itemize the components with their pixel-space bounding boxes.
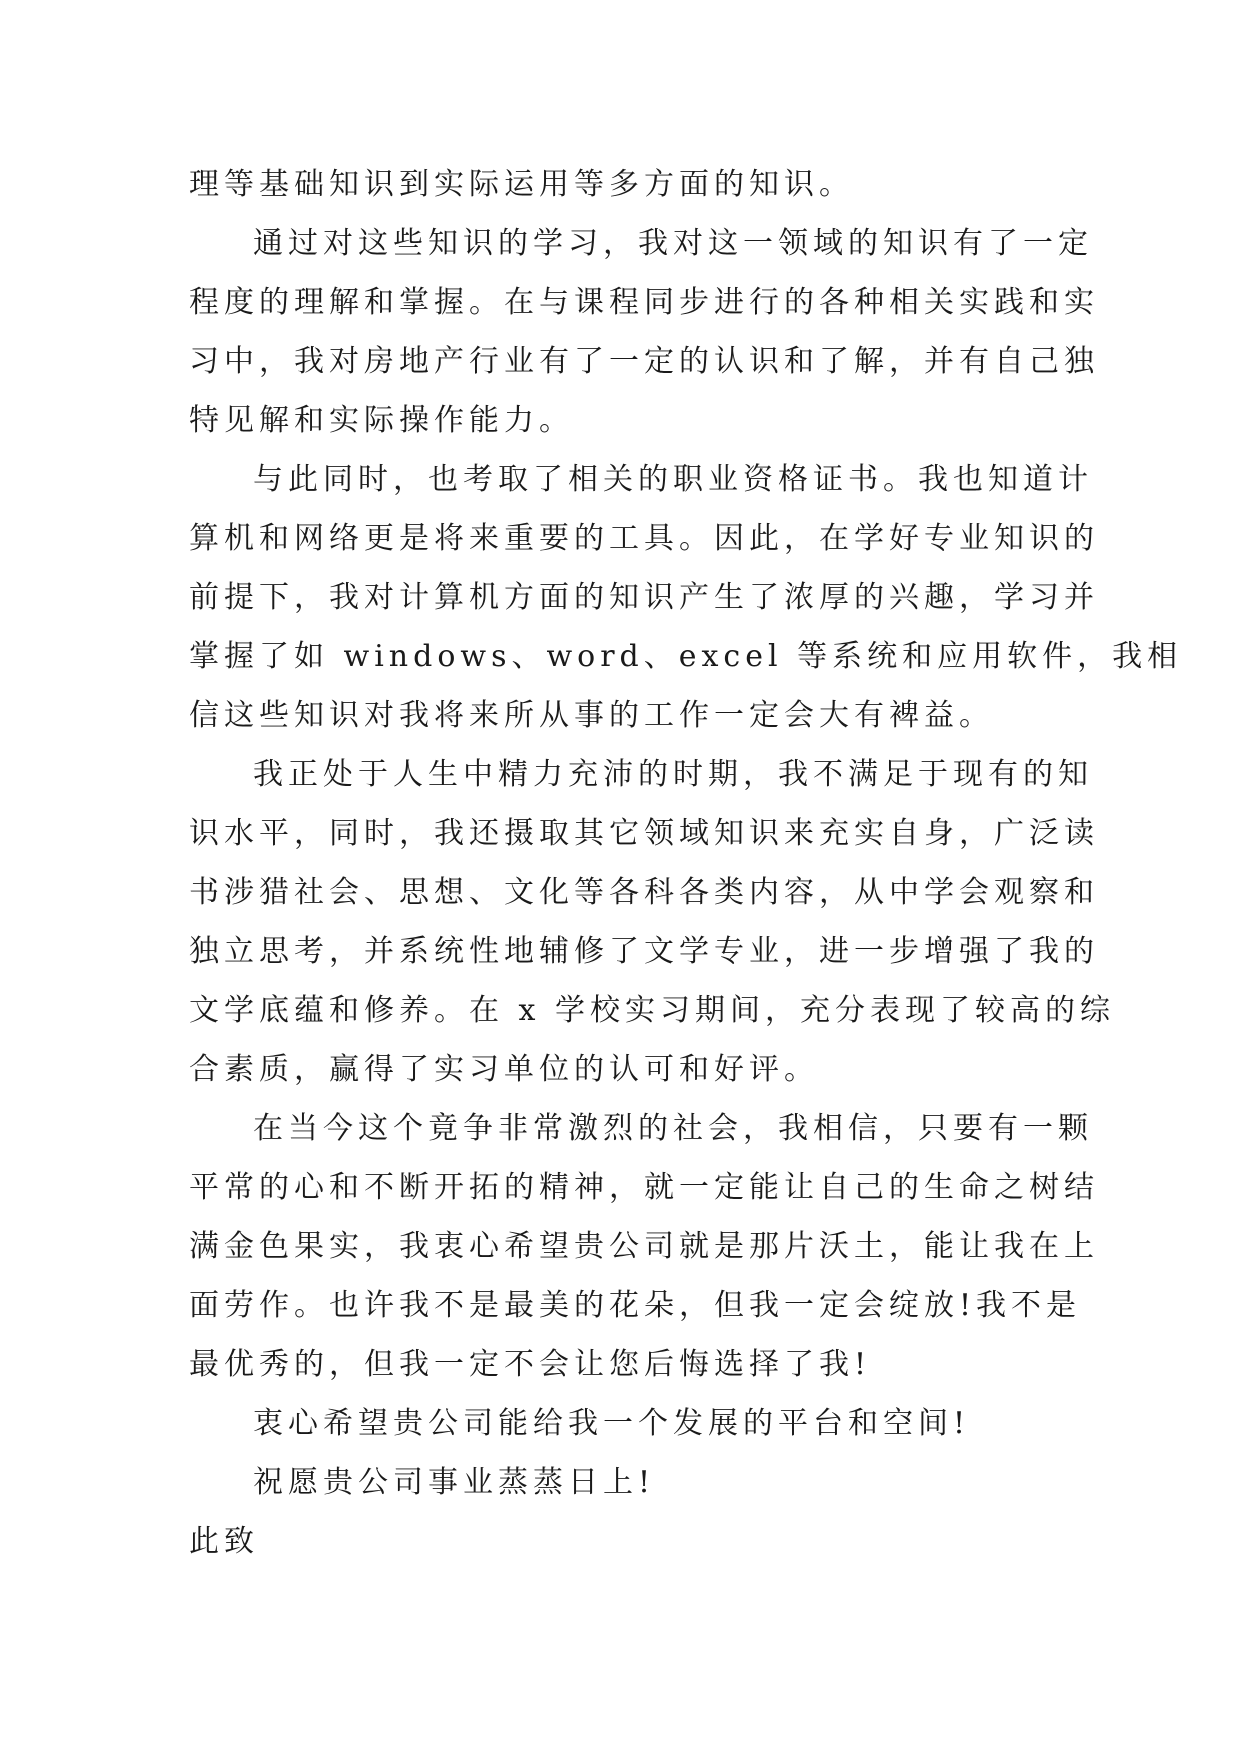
text-line: 掌握了如 windows、word、excel 等系统和应用软件，我相: [189, 639, 1183, 674]
text-line: 通过对这些知识的学习，我对这一领域的知识有了一定: [253, 226, 1093, 261]
text-line: 平常的心和不断开拓的精神，就一定能让自己的生命之树结: [189, 1170, 1099, 1205]
text-line: 信这些知识对我将来所从事的工作一定会大有裨益。: [189, 698, 994, 733]
text-line: 理等基础知识到实际运用等多方面的知识。: [189, 167, 854, 202]
text-line: 满金色果实，我衷心希望贵公司就是那片沃土，能让我在上: [189, 1229, 1099, 1264]
text-line: 与此同时，也考取了相关的职业资格证书。我也知道计: [253, 462, 1093, 497]
text-line: 书涉猎社会、思想、文化等各科各类内容，从中学会观察和: [189, 875, 1099, 910]
text-line: 在当今这个竟争非常激烈的社会，我相信，只要有一颗: [253, 1111, 1093, 1146]
text-line: 我正处于人生中精力充沛的时期，我不满足于现有的知: [253, 757, 1093, 792]
text-line: 习中，我对房地产行业有了一定的认识和了解，并有自己独: [189, 344, 1099, 379]
text-line: 算机和网络更是将来重要的工具。因此，在学好专业知识的: [189, 521, 1099, 556]
text-line: 特见解和实际操作能力。: [189, 403, 574, 438]
letter-body: [189, 155, 1183, 1571]
closing-salutation: 此致: [189, 1524, 259, 1559]
text-line: 最优秀的，但我一定不会让您后悔选择了我!: [189, 1347, 872, 1382]
text-line: 面劳作。也许我不是最美的花朵，但我一定会绽放!我不是: [189, 1288, 1082, 1323]
text-line: 独立思考，并系统性地辅修了文学专业，进一步增强了我的: [189, 934, 1099, 969]
text-line: 程度的理解和掌握。在与课程同步进行的各种相关实践和实: [189, 285, 1099, 320]
text-line: 识水平，同时，我还摄取其它领域知识来充实自身，广泛读: [189, 816, 1099, 851]
text-line: 前提下，我对计算机方面的知识产生了浓厚的兴趣，学习并: [189, 580, 1099, 615]
text-line: 祝愿贵公司事业蒸蒸日上!: [253, 1465, 656, 1500]
text-line: 文学底蕴和修养。在 x 学校实习期间，充分表现了较高的综: [189, 993, 1115, 1028]
text-line: 合素质，赢得了实习单位的认可和好评。: [189, 1052, 819, 1087]
text-line: 衷心希望贵公司能给我一个发展的平台和空间!: [253, 1406, 971, 1441]
